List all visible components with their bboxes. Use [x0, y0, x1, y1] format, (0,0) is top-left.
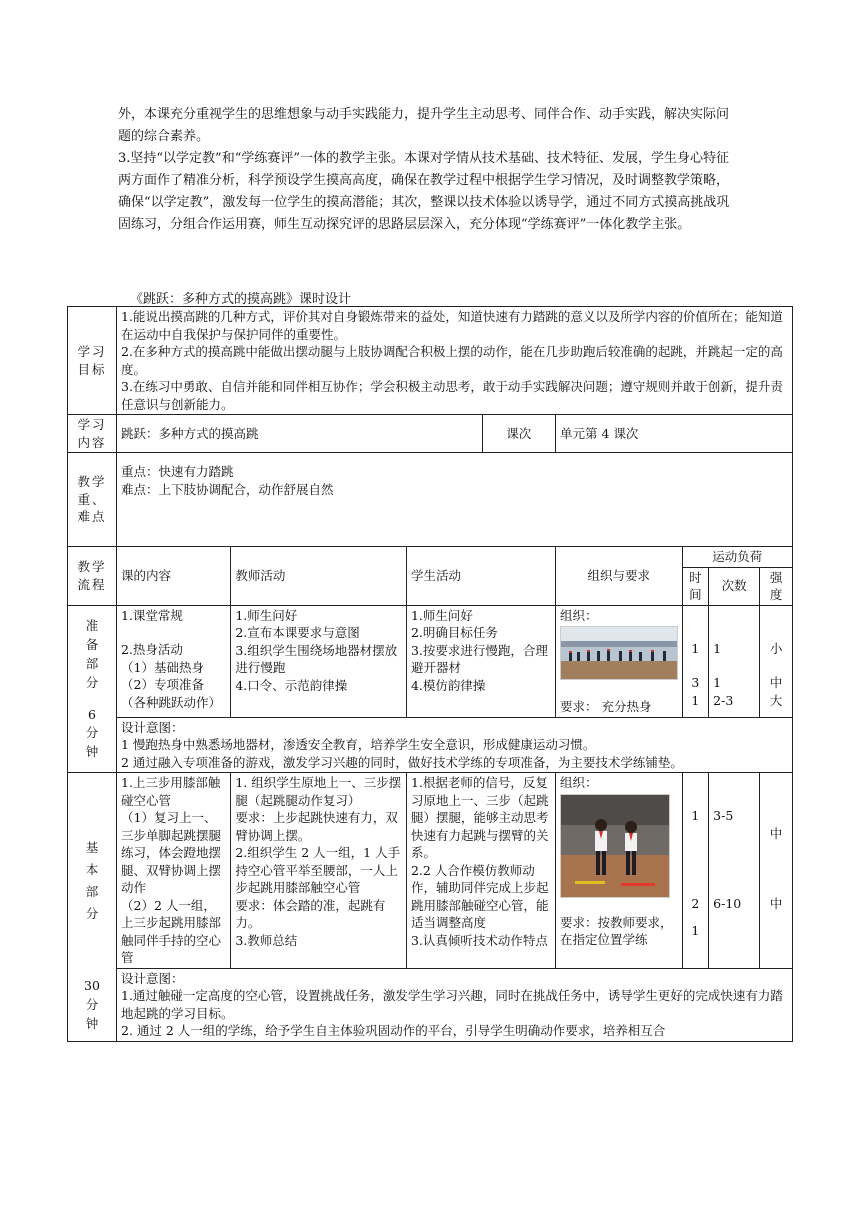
prep-label-top: 准备部分 [85, 617, 99, 690]
basic-count [709, 773, 760, 969]
content-value: 跳跃：多种方式的摸高跳 [117, 415, 483, 453]
header-org: 组织与要求 [556, 547, 683, 606]
prep-content-1: 1.课堂常规 [121, 607, 183, 623]
basic-time-3: 1 [691, 923, 700, 938]
prep-count [709, 605, 760, 717]
basic-student-1: 1.根据老师的信号，反复习原地上一、三步（起跳腿）摆腿，能够主动思考快速有力起跳与摆臂的关系。 [410, 775, 549, 860]
content-row [68, 415, 793, 453]
prep-intent-label: 设计意图： [121, 719, 184, 735]
header-count: 次数 [709, 567, 760, 605]
prep-student-3: 3.按要求进行慢跑，合理避开器材 [410, 642, 548, 675]
prep-intent-2: 2 通过融入专项准备的游戏，激发学习兴趣的同时，做好技术学练的专项准备，为主要技术学练铺垫。 [121, 754, 683, 770]
lesson-label: 课次 [482, 415, 556, 453]
prep-label-time: 6 [88, 706, 96, 722]
prep-org-requirement: 要求： 充分热身 [560, 699, 652, 714]
header-row-1 [68, 547, 793, 568]
prep-intensity-1: 小 [769, 640, 783, 656]
basic-student-2: 2.2 人合作模仿教师动作，辅助同伴完成上步起跳用膝部触碰空心管，能适当调整高度 [410, 862, 549, 930]
prep-count-1: 1 [713, 640, 722, 656]
prep-intensity [760, 605, 793, 717]
prep-label [68, 605, 117, 773]
keypoints-row [68, 453, 793, 547]
prep-student [406, 605, 555, 717]
goal-2: 2.在多种方式的摸高跳中能做出摆动腿与上肢协调配合积极上摆的动作，能在几步助跑后较准确的起跳，并跳起一定的高度。 [121, 344, 783, 377]
prep-intent-row [68, 717, 793, 773]
prep-intensity-3: 大 [769, 692, 783, 708]
keypoints-label: 教学重、难点 [68, 453, 117, 547]
header-flow: 教学流程 [68, 547, 117, 606]
prep-content-3: （1）基础热身 [121, 659, 204, 675]
prep-teacher-4: 4.口令、示范韵律操 [235, 677, 348, 693]
basic-count-2: 6-10 [713, 895, 742, 911]
basic-org-label: 组织： [560, 775, 598, 790]
basic-time-1: 1 [691, 808, 700, 823]
prep-intensity-2: 中 [769, 675, 783, 690]
intro-text [118, 104, 738, 236]
basic-org-requirement: 要求：按教师要求，在指定位置学练 [560, 914, 673, 947]
basic-teacher-2: 要求：上步起跳快速有力，双臂协调上摆。 [235, 810, 398, 843]
basic-teacher [231, 773, 407, 969]
header-teacher: 教师活动 [231, 547, 407, 606]
prep-student-1: 1.师生问好 [410, 607, 473, 623]
basic-content-1: 1.上三步用膝部触碰空心管 [121, 775, 221, 808]
prep-student-2: 2.明确目标任务 [410, 625, 498, 640]
prep-org [556, 605, 683, 717]
header-student: 学生活动 [406, 547, 555, 606]
document-title: 《跳跃：多种方式的摸高跳》课时设计 [130, 292, 352, 307]
basic-content-3: （2）2 人一组，上三步起跳用膝部触同伴手持的空心管 [121, 897, 222, 965]
basic-student [406, 773, 555, 969]
students-practice-photo [560, 794, 670, 898]
prep-content-4: （2）专项准备（各种跳跃动作） [121, 677, 222, 710]
basic-label [68, 773, 117, 1042]
basic-teacher-3: 2.组织学生 2 人一组，1 人手持空心管平举至腰部，一人上步起跳用膝部触空心管 [235, 845, 401, 895]
prep-student-4: 4.模仿韵律操 [410, 677, 486, 693]
intro-paragraph-2: 3.坚持“以学定教”和“学练赛评”一体的教学主张。本课对学情从技术基础、技术特征、发展，学生身心特征两方面作了精准分析，科学预设学生摸高高度，确保在教学过程中根据学生学习情况，及时调整教学策略，确保“以学定教”，激发每一位学生的摸高潜能；其次，整课以技术体验以诱导学，通过不同方式摸高挑战巩固练习，分组合作运用赛，师生互动探究评的思路层层深入，充分体现“学练赛评”一体化教学主张。 [118, 151, 730, 232]
basic-count-1: 3-5 [713, 808, 734, 823]
intro-paragraph-1: 外，本课充分重视学生的思维想象与动手实践能力，提升学生主动思考、同伴合作、动手实践，解决实际问题的综合素养。 [118, 107, 730, 144]
prep-content-2: 2.热身活动 [121, 642, 183, 657]
basic-intensity-1: 中 [769, 826, 783, 841]
prep-time-1: 1 [691, 640, 700, 656]
lesson-value: 单元第 4 课次 [556, 415, 793, 453]
basic-label-unit: 分钟 [85, 996, 99, 1031]
prep-row [68, 605, 793, 717]
header-time: 时间 [682, 567, 709, 605]
basic-time [682, 773, 709, 969]
prep-content [117, 605, 231, 717]
key-point: 重点：快速有力踏跳 [121, 464, 234, 479]
header-content: 课的内容 [117, 547, 231, 606]
basic-intent-row [68, 968, 793, 1041]
basic-intent-label: 设计意图： [121, 970, 184, 986]
basic-intent [117, 968, 793, 1041]
basic-label-top: 基本部分 [85, 840, 99, 921]
basic-label-time: 30 [84, 978, 100, 993]
basic-intensity-2: 中 [769, 895, 783, 911]
prep-count-2: 1 [713, 675, 722, 690]
content-label: 学习内容 [68, 415, 117, 453]
basic-intent-1: 1.通过触碰一定高度的空心管，设置挑战任务，激发学生学习兴趣，同时在挑战任务中，诱导学生更好的完成快速有力踏地起跳的学习目标。 [121, 988, 783, 1021]
goal-3: 3.在练习中勇敢、自信并能和同伴相互协作；学会积极主动思考，敢于动手实践解决问题；遵守规则并敢于创新，提升责任意识与创新能力。 [121, 379, 783, 412]
goal-1: 1.能说出摸高跳的几种方式，评价其对自身锻炼带来的益处，知道快速有力踏跳的意义以及所学内容的价值所在；能知道在运动中自我保护与保护同伴的重要性。 [121, 309, 783, 342]
prep-time [682, 605, 709, 717]
prep-intent [117, 717, 793, 773]
basic-student-3: 3.认真倾听技术动作特点 [410, 932, 548, 948]
basic-row [68, 773, 793, 969]
basic-teacher-4: 要求：体会踏的准，起跳有力。 [235, 897, 386, 930]
prep-teacher-2: 2.宣布本课要求与意图 [235, 625, 360, 640]
difficult-point: 难点：上下肢协调配合，动作舒展自然 [121, 481, 334, 497]
prep-teacher [231, 605, 407, 717]
keypoints-content [117, 453, 793, 547]
gym-warmup-photo [560, 626, 678, 680]
goals-label: 学习目标 [68, 307, 117, 415]
basic-teacher-1: 1. 组织学生原地上一、三步摆腿（起跳腿动作复习） [235, 775, 402, 808]
prep-intent-1: 1 慢跑热身中熟悉场地器材，渗透安全教育，培养学生安全意识，形成健康运动习惯。 [121, 737, 596, 752]
header-intensity: 强度 [760, 567, 793, 605]
header-load: 运动负荷 [682, 547, 792, 568]
basic-content [117, 773, 231, 969]
prep-org-label: 组织： [560, 607, 598, 623]
prep-teacher-1: 1.师生问好 [235, 607, 298, 623]
prep-count-3: 2-3 [713, 692, 734, 708]
basic-time-2: 2 [691, 895, 700, 911]
prep-teacher-3: 3.组织学生围绕场地器材摆放进行慢跑 [235, 642, 398, 675]
basic-teacher-5: 3.教师总结 [235, 932, 298, 948]
prep-label-unit: 分钟 [85, 725, 99, 759]
basic-intent-2: 2. 通过 2 人一组的学练，给予学生自主体验巩固动作的平台，引导学生明确动作要求，培养相互合 [121, 1023, 666, 1038]
goals-content [117, 307, 793, 415]
prep-time-3: 1 [691, 692, 700, 708]
basic-content-2: （1）复习上一、三步单脚起跳摆腿练习，体会蹬地摆腿、双臂协调上摆动作 [121, 810, 222, 895]
prep-time-2: 3 [691, 675, 700, 690]
goals-row [68, 307, 793, 415]
basic-org [556, 773, 683, 969]
basic-intensity [760, 773, 793, 969]
lesson-plan-table [67, 306, 793, 1042]
